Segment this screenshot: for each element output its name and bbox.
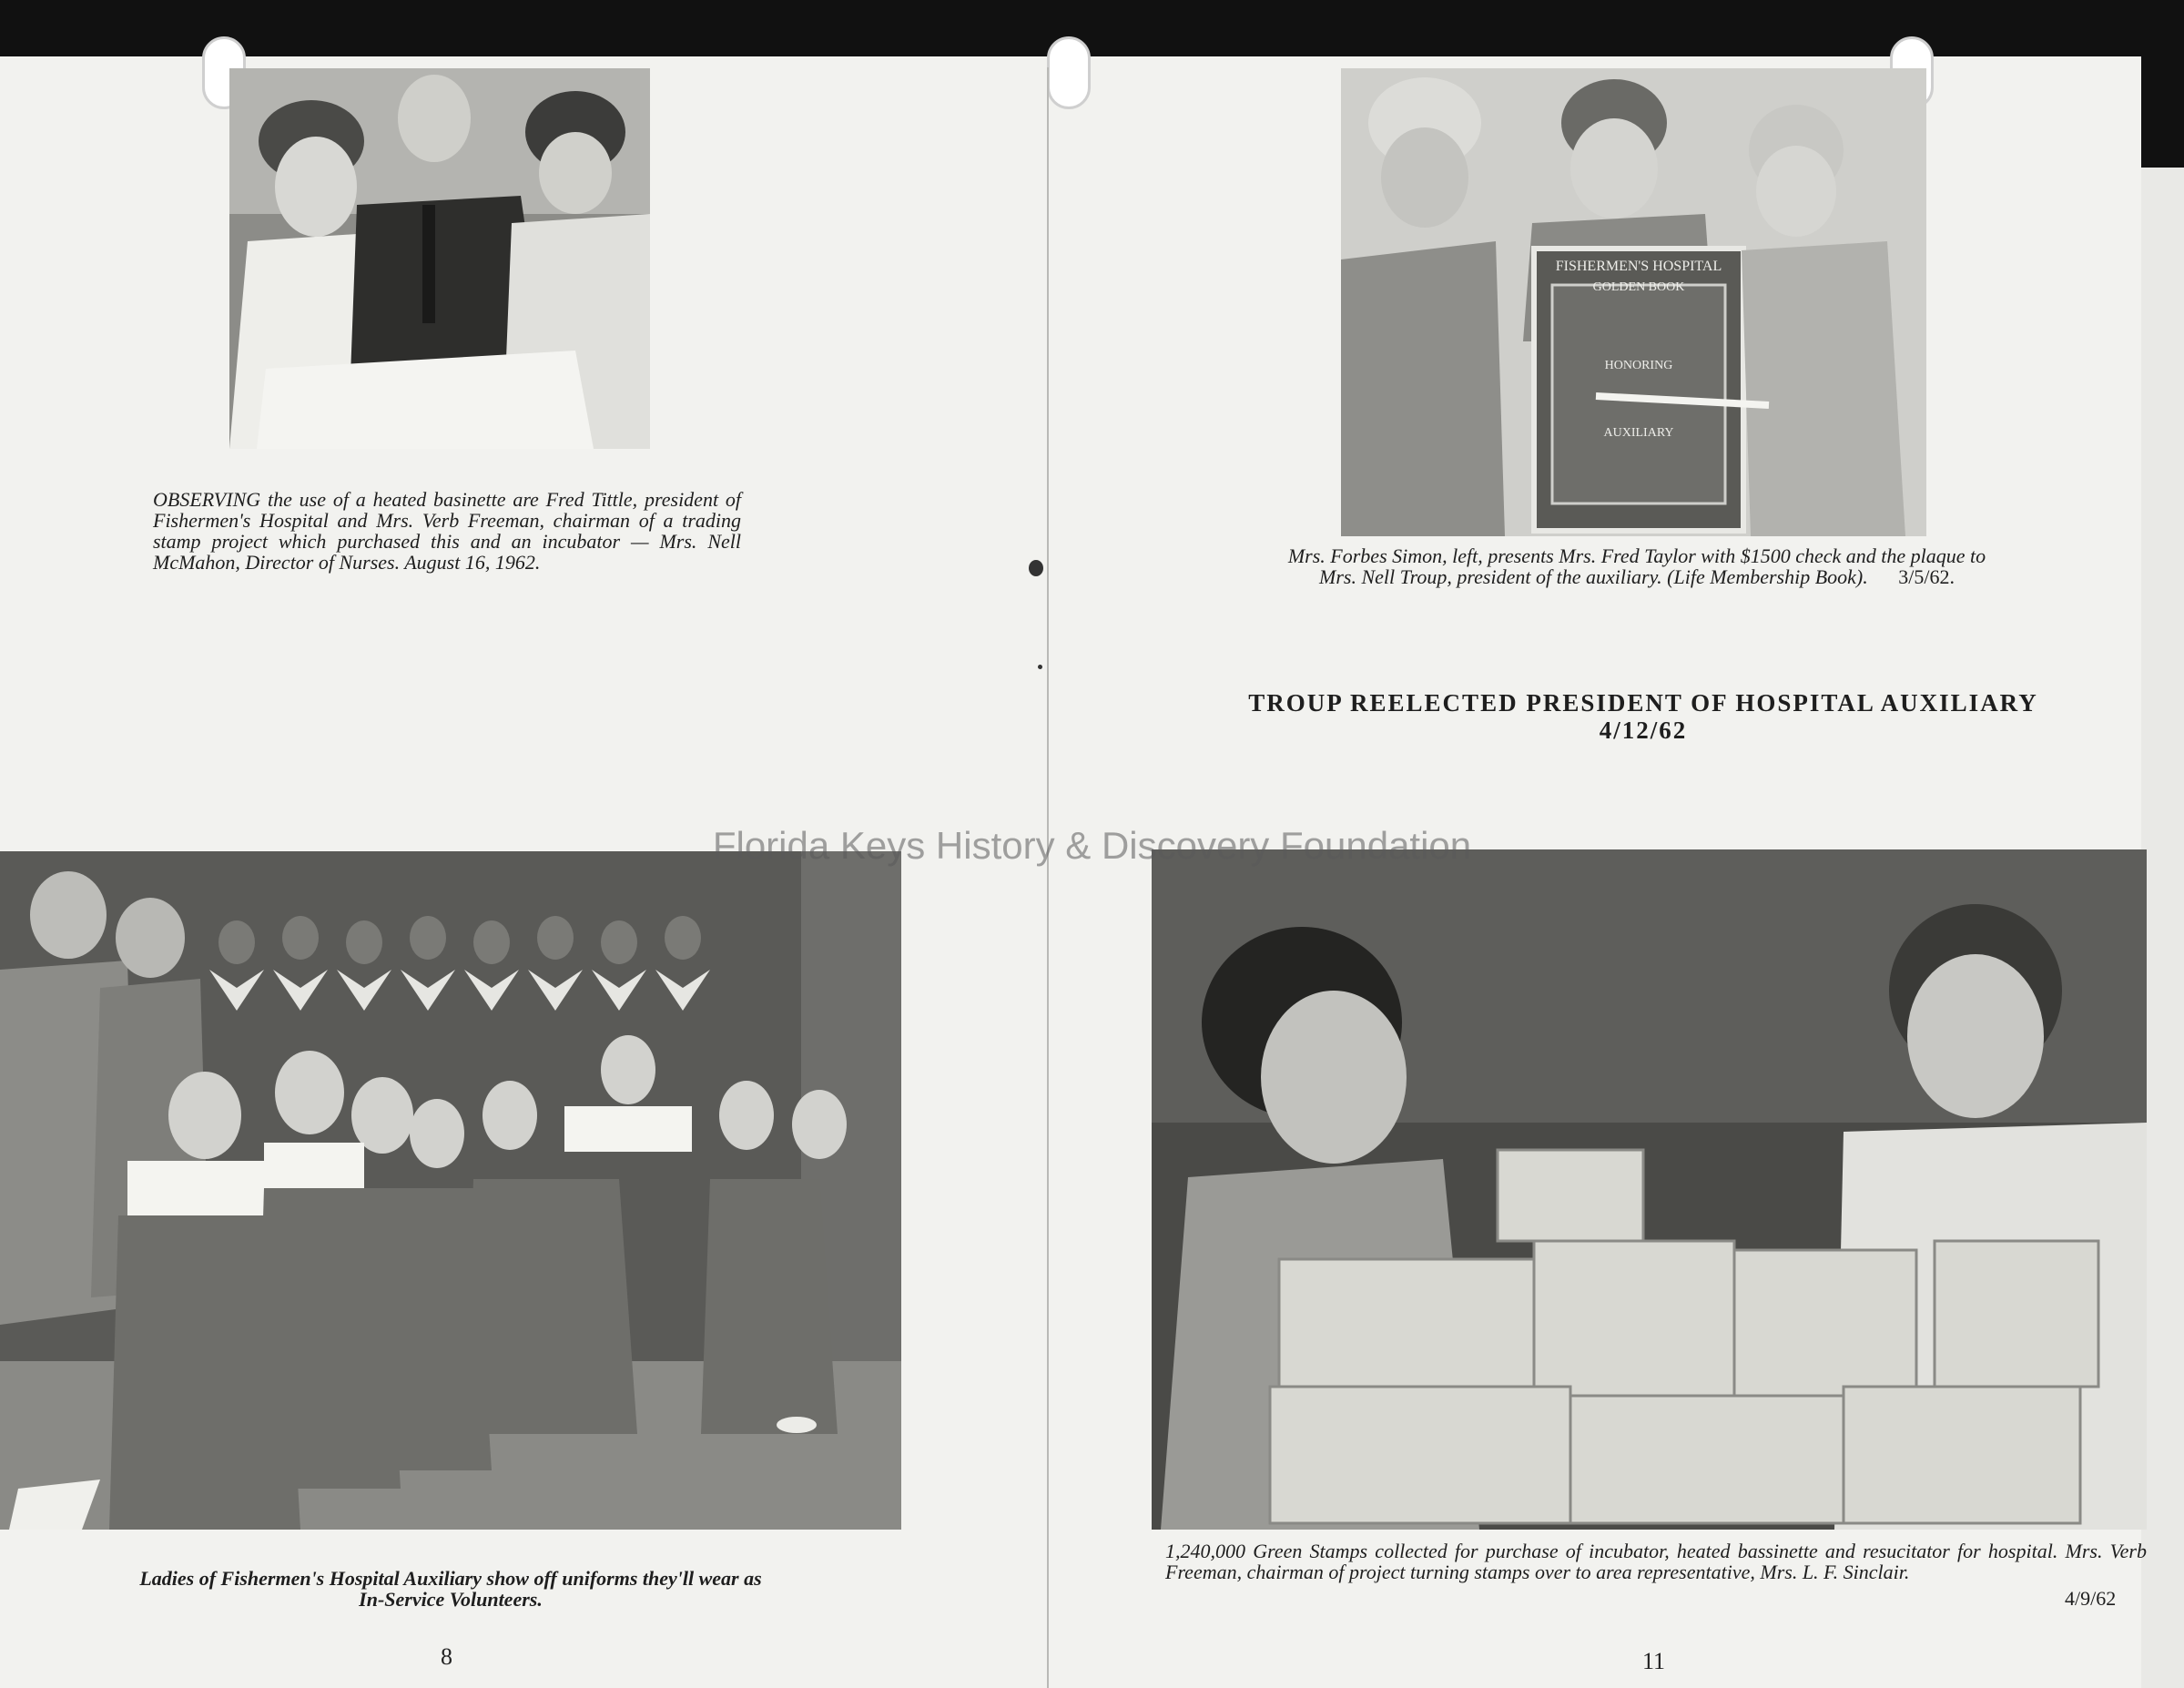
caption-heated-basinette: OBSERVING the use of a heated basinette are Fred Tittle, president of Fishermen's Hospital and Mrs. Verb Freeman, chairman of a trading stamp project which purchased this and an incubator — Mrs. Nell McMahon, Director of Nurses. August 16, 1962.: [153, 488, 741, 574]
caption-plaque-line-2: Mrs. Nell Troup, president of the auxiliary. (Life Membership Book).: [1319, 565, 1868, 588]
photo-plaque-presentation: [1341, 68, 1926, 536]
page-number-left: 8: [441, 1643, 452, 1670]
plaque-line-2: GOLDEN BOOK: [1592, 280, 1685, 294]
caption-plaque-presentation: [1168, 545, 2106, 587]
watermark: Florida Keys History & Discovery Foundation: [712, 824, 1472, 867]
caption-green-stamps-date: 4/9/62: [2065, 1587, 2117, 1610]
ink-speck: [1038, 665, 1042, 669]
headline-title: TROUP REELECTED PRESIDENT OF HOSPITAL AUXILIARY: [1248, 689, 2038, 717]
binder-hole: [1047, 36, 1091, 109]
plaque-line-4: AUXILIARY: [1603, 426, 1674, 440]
caption-plaque-date: 3/5/62.: [1898, 565, 1955, 588]
page-number-right: 11: [1642, 1648, 1666, 1674]
photo-heated-basinette: [229, 68, 650, 449]
photo-green-stamps: [1152, 849, 2147, 1530]
caption-plaque-line-1: Mrs. Forbes Simon, left, presents Mrs. Fred Taylor with $1500 check and the plaque to: [1287, 544, 1986, 567]
photo-auxiliary-uniforms: [0, 851, 901, 1530]
page-fold: [1047, 67, 1049, 1688]
headline-troup-reelected: [1174, 689, 2112, 744]
headline-date: 4/12/62: [1599, 717, 1688, 744]
caption-uniforms-line-2: In-Service Volunteers.: [359, 1588, 543, 1611]
caption-green-stamps: 1,240,000 Green Stamps collected for purchase of incubator, heated bassinette and resucitator for hospital. Mrs. Verb Freeman, chairman of project turning stamps over to area representative, Mrs. L. F. Sinclair.: [1165, 1540, 2147, 1583]
ink-speck: [1029, 560, 1043, 576]
plaque-line-1: FISHERMEN'S HOSPITAL: [1555, 259, 1722, 274]
plaque-line-3: HONORING: [1604, 359, 1673, 372]
caption-auxiliary-uniforms: [36, 1568, 865, 1610]
caption-uniforms-line-1: Ladies of Fishermen's Hospital Auxiliary show off uniforms they'll wear as: [139, 1567, 762, 1590]
